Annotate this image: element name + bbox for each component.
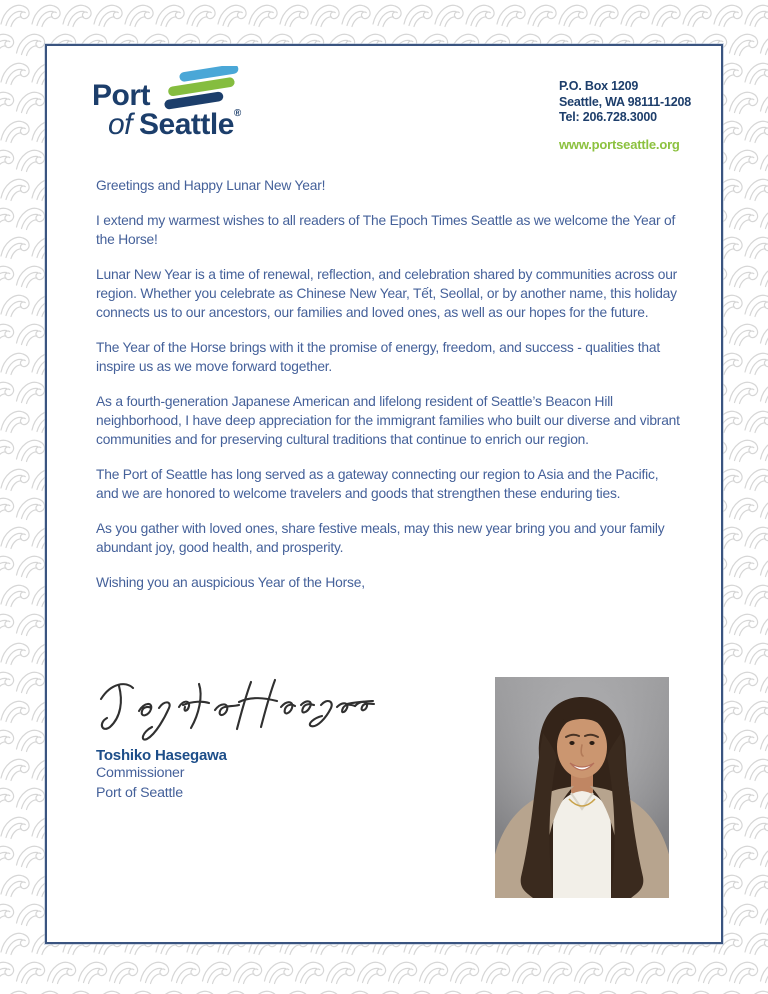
contact-line: Seattle, WA 98111-1208 xyxy=(559,94,692,109)
signer-name: Toshiko Hasegawa xyxy=(96,747,227,764)
signer-title: Commissioner xyxy=(96,765,185,781)
logo-word-of-seattle xyxy=(108,108,241,142)
port-of-seattle-logo xyxy=(92,70,312,140)
contact-line: P.O. Box 1209 xyxy=(559,79,639,93)
contact-line: Tel: 206.728.3000 xyxy=(559,110,657,124)
registered-mark: ® xyxy=(233,108,241,119)
letter-body xyxy=(96,176,684,608)
logo-word-port: Port xyxy=(92,79,150,112)
letter-paragraph: As a fourth-generation Japanese American and lifelong resident of Seattle’s Beacon Hill neighborhood, I have deep appreciation for the immigrant families who built our diverse and vibrant communities and for preserving cultural traditions that continue to enrich our region. xyxy=(96,394,680,447)
logo-word-seattle: Seattle xyxy=(139,108,234,141)
contact-lines xyxy=(559,79,719,126)
letter-page xyxy=(45,44,723,944)
closing-line: Wishing you an auspicious Year of the Horse, xyxy=(96,575,365,590)
website-link[interactable]: www.portseattle.org xyxy=(559,136,680,152)
logo-word-of: of xyxy=(108,108,133,141)
wave-swoosh-icon xyxy=(153,66,245,114)
letter-paragraph: As you gather with loved ones, share festive meals, may this new year bring you and your family abundant joy, good health, and prosperity. xyxy=(96,521,665,555)
signer-block xyxy=(96,747,227,803)
handwritten-signature xyxy=(93,673,377,749)
letter-paragraph: The Year of the Horse brings with it the promise of energy, freedom, and success - qualities that inspire us as we move forward together. xyxy=(96,340,660,374)
greeting-line: Greetings and Happy Lunar New Year! xyxy=(96,178,326,193)
contact-block xyxy=(559,79,719,154)
letter-paragraph: The Port of Seattle has long served as a gateway connecting our region to Asia and the Pacific, and we are honored to welcome travelers and goods that strengthen these enduring ties. xyxy=(96,467,659,501)
letter-paragraph: I extend my warmest wishes to all readers of The Epoch Times Seattle as we welcome the Year of the Horse! xyxy=(96,213,676,247)
signer-org: Port of Seattle xyxy=(96,784,183,801)
letter-paragraphs xyxy=(96,211,684,557)
letter-paragraph: Lunar New Year is a time of renewal, reflection, and celebration shared by communities across our region. Whether you celebrate as Chinese New Year, Tết, Seollal, or by another name, this holiday connects us to our ancestors, our families and loved ones, as well as our hopes for the future. xyxy=(96,267,678,320)
portrait-photo xyxy=(495,677,669,898)
